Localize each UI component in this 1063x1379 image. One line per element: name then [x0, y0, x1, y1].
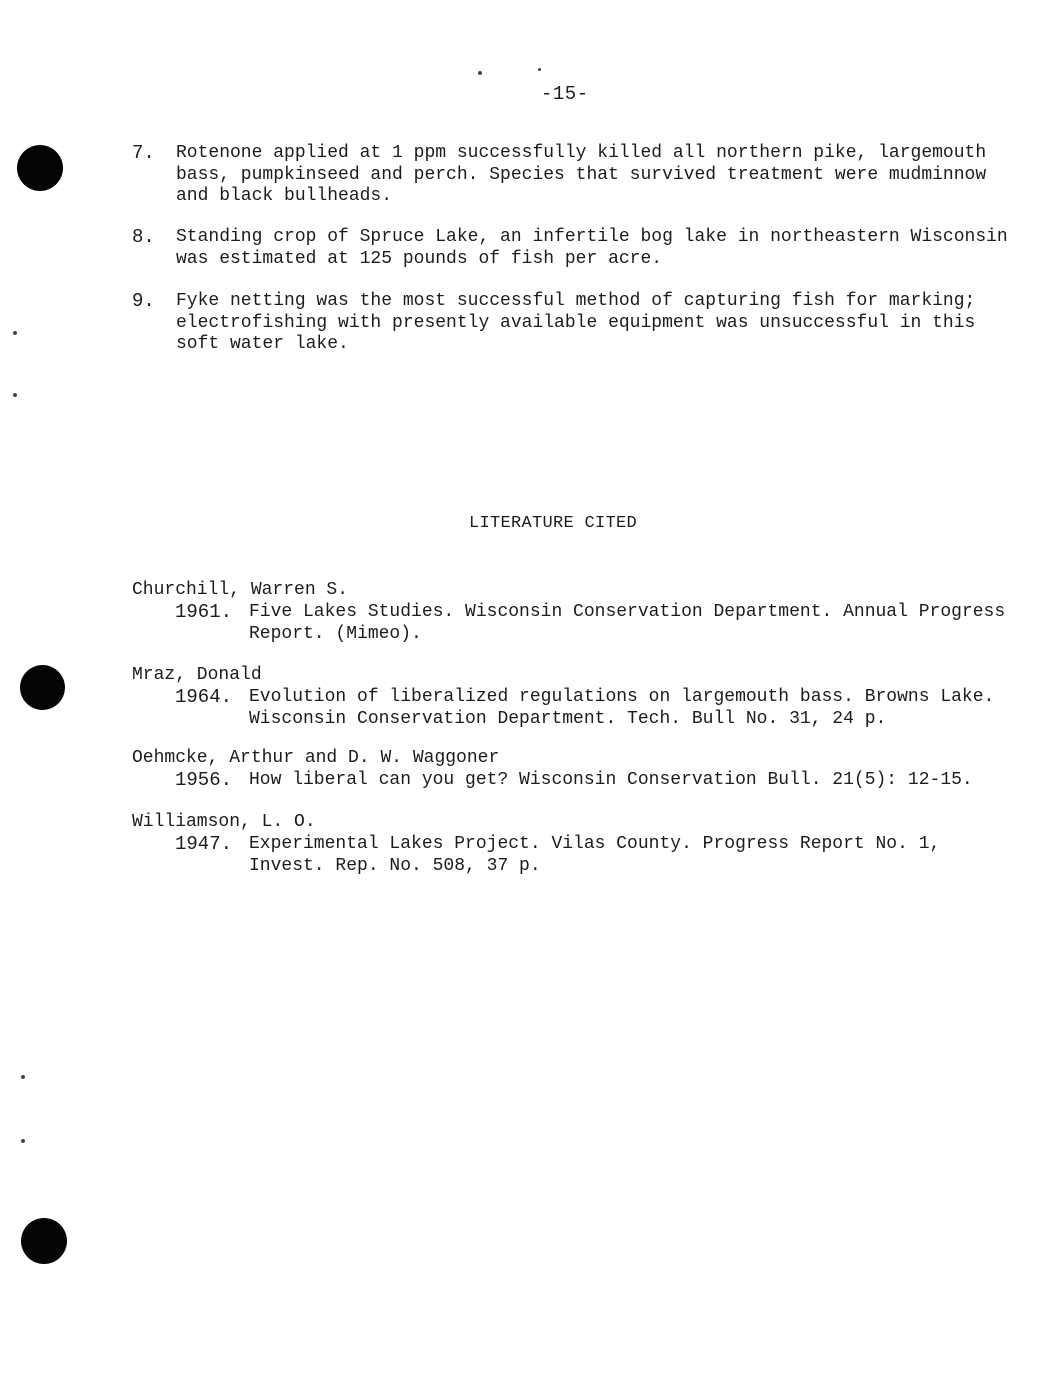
reference-author: Churchill, Warren S.: [132, 580, 349, 600]
reference-year: 1956.: [175, 769, 233, 791]
finding-text: [176, 143, 986, 208]
reference-citation: [249, 601, 1005, 645]
reference-citation: [249, 769, 973, 791]
citation-line: Wisconsin Conservation Department. Tech. Bull No. 31, 24 p.: [249, 709, 887, 729]
reference-author: Williamson, L. O.: [132, 812, 316, 832]
punch-hole-top: [17, 145, 63, 191]
literature-cited-heading: LITERATURE CITED: [469, 514, 638, 533]
finding-line: Fyke netting was the most successful method of capturing fish for marking;: [176, 291, 976, 311]
reference-year: 1947.: [175, 833, 233, 855]
scan-speck: [538, 68, 541, 71]
finding-line: was estimated at 125 pounds of fish per acre.: [176, 248, 663, 269]
finding-number: 8.: [132, 226, 155, 248]
finding-number: 7.: [132, 142, 155, 164]
finding-line: bass, pumpkinseed and perch. Species that survived treatment were mudminnow: [176, 164, 987, 185]
page-number: -15-: [541, 83, 589, 105]
finding-text: [176, 291, 975, 356]
scan-speck: [13, 393, 17, 397]
finding-text: [176, 227, 1008, 270]
reference-author: Oehmcke, Arthur and D. W. Waggoner: [132, 748, 500, 768]
reference-citation: [249, 686, 994, 730]
finding-number: 9.: [132, 290, 155, 312]
citation-line: Invest. Rep. No. 508, 37 p.: [249, 856, 541, 876]
punch-hole-bottom: [21, 1218, 67, 1264]
scan-speck: [13, 331, 17, 335]
reference-year: 1961.: [175, 601, 233, 623]
citation-line: How liberal can you get? Wisconsin Conservation Bull. 21(5): 12-15.: [249, 770, 973, 790]
citation-line: Report. (Mimeo).: [249, 624, 422, 644]
finding-line: and black bullheads.: [176, 186, 393, 206]
citation-line: Experimental Lakes Project. Vilas County. Progress Report No. 1,: [249, 834, 941, 854]
punch-hole-middle: [20, 665, 65, 710]
reference-year: 1964.: [175, 686, 233, 708]
finding-line: Standing crop of Spruce Lake, an infertile bog lake in northeastern Wisconsin: [176, 227, 1008, 247]
reference-author: Mraz, Donald: [132, 665, 262, 685]
finding-line: Rotenone applied at 1 ppm successfully killed all northern pike, largemouth: [176, 143, 987, 163]
citation-line: Evolution of liberalized regulations on largemouth bass. Browns Lake.: [249, 687, 995, 707]
finding-line: soft water lake.: [176, 334, 349, 354]
reference-citation: [249, 833, 940, 877]
scan-speck: [21, 1075, 25, 1079]
finding-line: electrofishing with presently available equipment was unsuccessful in this: [176, 312, 976, 333]
citation-line: Five Lakes Studies. Wisconsin Conservation Department. Annual Progress: [249, 602, 1006, 622]
scan-speck: [478, 71, 482, 75]
scan-speck: [21, 1139, 25, 1143]
